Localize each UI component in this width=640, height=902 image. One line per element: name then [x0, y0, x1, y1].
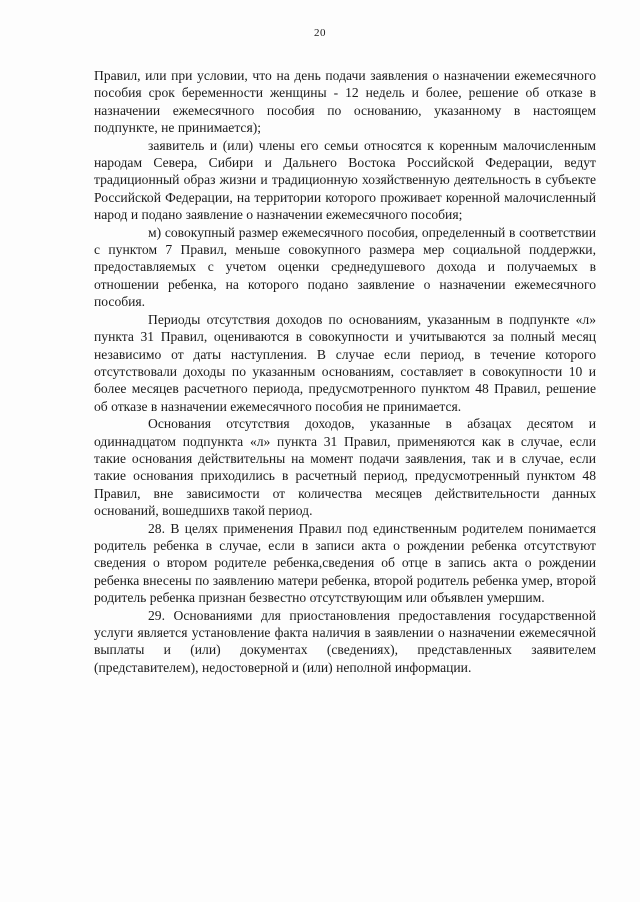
- paragraph-income-absence-periods: Периоды отсутствия доходов по основаниям, указанным в подпункте «л» пункта 31 Правил, оцениваются в совокупности и учитываются за полный месяц независимо от даты наступления. В случае если период, в течение которого отсутствовали доходы по указанным основаниям, составляет в совокупности 10 и более месяцев расчетного периода, предусмотренного пунктом 48 Правил, решение об отказе в назначении ежемесячного пособия не принимается.: [94, 311, 596, 414]
- paragraph-subitem-m: м) совокупный размер ежемесячного пособия, определенный в соответствии с пунктом 7 Правил, меньше совокупного размера мер социальной поддержки, предоставляемых с учетом оценки среднедушевого дохода и получаемых в отношении ребенка, на которого подано заявление о назначении ежемесячного пособия.: [94, 224, 596, 310]
- document-body: [94, 67, 596, 676]
- paragraph-item-29: 29. Основаниями для приостановления предоставления государственной услуги является установление факта наличия в заявлении о назначении ежемесячной выплаты и (или) документах (сведениях), представленных заявителем (представителем), недостоверной и (или) неполной информации.: [94, 607, 596, 675]
- paragraph-item-28: 28. В целях применения Правил под единственным родителем понимается родитель ребенка в случае, если в записи акта о рождении ребенка отсутствуют сведения о втором родителе ребенка,сведения об отце в запись акта о рождении ребенка внесены по заявлению матери ребенка, второй родитель ребенка умер, второй родитель ребенка признан безвестно отсутствующим или объявлен умершим.: [94, 520, 596, 606]
- paragraph-continuation: Правил, или при условии, что на день подачи заявления о назначении ежемесячного пособия срок беременности женщины - 12 недель и более, решение об отказе в назначении ежемесячного пособия по основанию, указанному в настоящем подпункте, не принимается);: [94, 68, 596, 136]
- page-number: 20: [314, 27, 326, 39]
- paragraph-income-absence-grounds: Основания отсутствия доходов, указанные в абзацах десятом и одиннадцатом подпункта «л» пункта 31 Правил, применяются как в случае, если такие основания действительны на момент подачи заявления, так и в случае, если такие основания приходились в расчетный период, предусмотренный пунктом 48 Правил, вне зависимости от количества месяцев действительности данных оснований, вошедшихв такой период.: [94, 416, 596, 519]
- paragraph-indigenous-peoples: заявитель и (или) члены его семьи относятся к коренным малочисленным народам Севера, Сибири и Дальнего Востока Российской Федерации, ведут традиционный образ жизни и традиционную хозяйственную деятельность в субъекте Российской Федерации, на территории которого проживает коренной малочисленный народ и подано заявление о назначении ежемесячного пособия;: [94, 137, 596, 223]
